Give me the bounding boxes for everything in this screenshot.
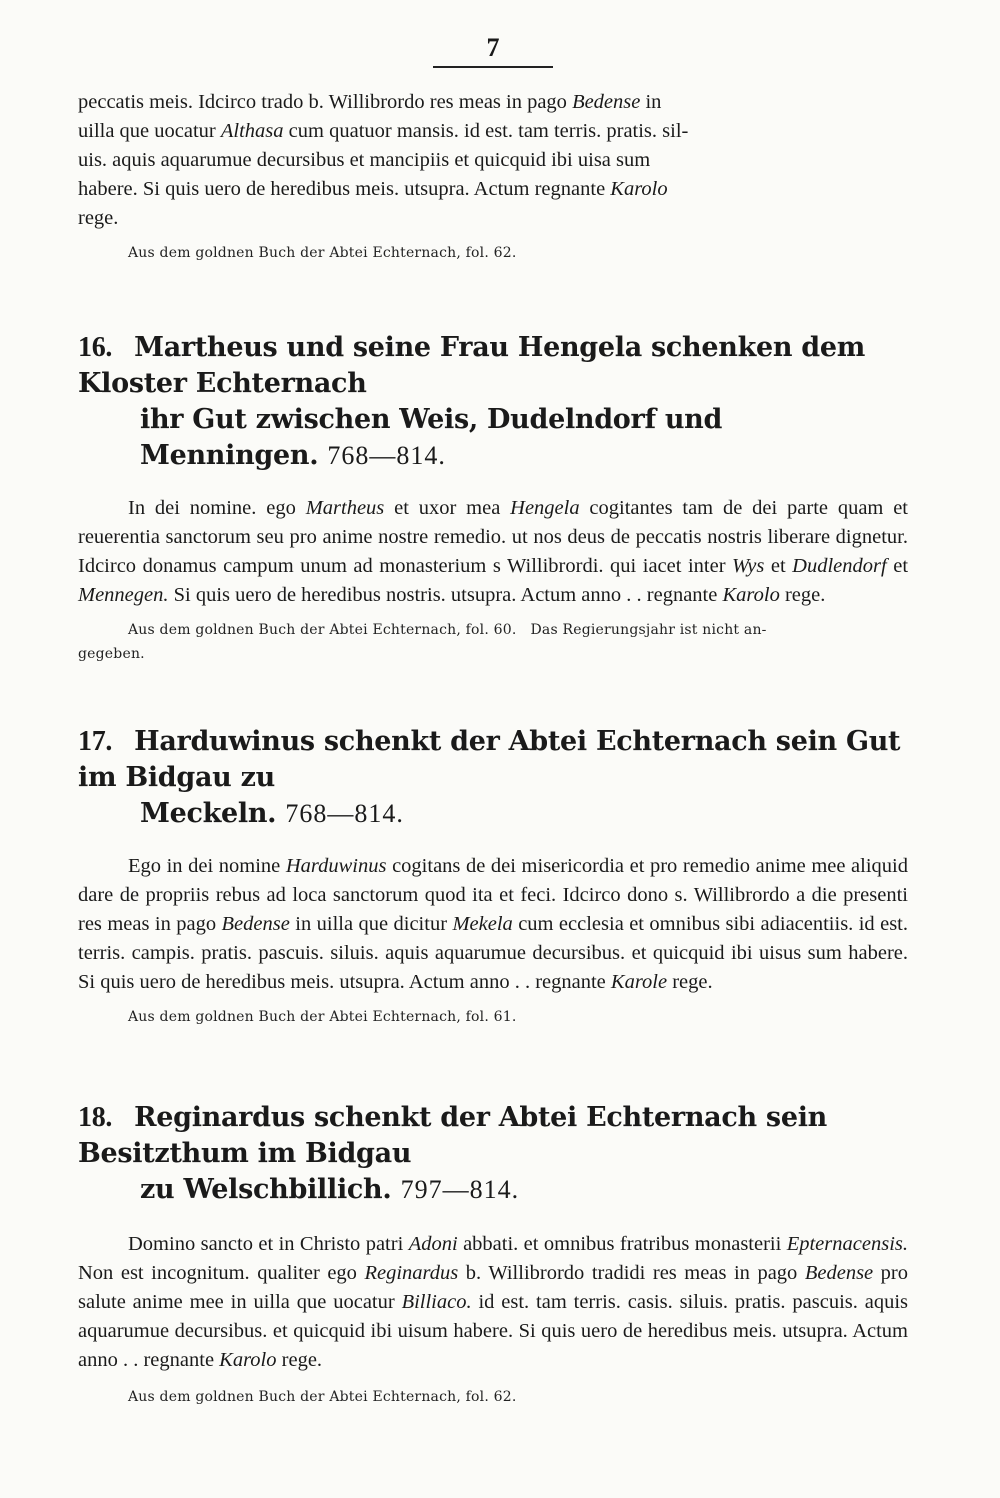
charter-18-text: Domino sancto et in Christo patri Adoni abbati. et omnibus fratribus monasterii Epternacensis. Non est incognitum. qualiter ego Reginardus b. Willibrordo tradidi res meas in pago Bedense pro salute anime mee in uilla que uocatur Billiaco. id est. tam terris. casis. siluis. pratis. pascuis. aquis aquarumue decursibus. et quicquid ibi uisum habere. Si quis uero de heredibus meis. utsupra. Actum anno . . regnante Karolo rege. [78, 1233, 909, 1371]
book-page [78, 30, 909, 1405]
charter-dates: 768—814. [285, 799, 404, 828]
charter-number: 16. [78, 332, 113, 363]
charter-16-source: Aus dem goldnen Buch der Abtei Echternach, fol. 60. Das Regierungsjahr ist nicht an- [128, 622, 767, 638]
charter-dates: 768—814. [327, 441, 446, 470]
page-number-rule [433, 66, 553, 68]
charter-number: 17. [78, 726, 113, 757]
intro-source: Aus dem goldnen Buch der Abtei Echternach, fol. 62. [128, 245, 517, 261]
charter-17-heading: 17. Harduwinus schenkt der Abtei Echternach sein Gut im Bidgau zu Meckeln. 768—814. [78, 726, 901, 829]
page-number: 7 [486, 33, 500, 62]
charter-16-source-cont: gegeben. [78, 646, 145, 662]
intro-text: peccatis meis. Idcirco trado b. Willibrordo res meas in pago Bedense in uilla que uocatur Althasa cum quatuor mansis. id est. tam terris. pratis. sil- uis. aquis aquarumue decursibus et mancipiis et quicquid ibi uisa sum habere. Si quis uero de heredibus meis. utsupra. Actum regnante Karolo rege. [78, 91, 689, 229]
charter-17-source: Aus dem goldnen Buch der Abtei Echternach, fol. 61. [128, 1009, 517, 1025]
charter-16 [78, 330, 908, 666]
charter-16-text: In dei nomine. ego Martheus et uxor mea Hengela cogitantes tam de dei parte quam et reuerentia sanctorum seu pro anime nostre remedio. ut nos deus de peccatis nostris liberare dignetur. Idcirco donamus campum unum ad monasterium s Willibrordi. qui iacet inter Wys et Dudlendorf et Mennegen. Si quis uero de heredibus nostris. utsupra. Actum anno . . regnante Karolo rege. [78, 497, 909, 606]
charter-dates: 797—814. [400, 1175, 520, 1204]
charter-18-heading: 18. Reginardus schenkt der Abtei Echternach sein Besitzthum im Bidgau zu Welschbillich. 797—814. [78, 1102, 827, 1205]
charter-17 [78, 724, 908, 1029]
intro-block [78, 88, 908, 265]
charter-16-heading: 16. Martheus und seine Frau Hengela schenken dem Kloster Echternach ihr Gut zwischen Weis, Dudelndorf und Menningen. 768—814. [78, 332, 866, 471]
charter-18-source: Aus dem goldnen Buch der Abtei Echternach, fol. 62. [128, 1389, 517, 1405]
charter-17-text: Ego in dei nomine Harduwinus cogitans de dei misericordia et pro remedio anime mee aliquid dare de propriis rebus ad loca sanctorum quod ita et feci. Idcirco dono s. Willibrordo a die presenti res meas in pago Bedense in uilla que dicitur Mekela cum ecclesia et omnibus sibi adiacentiis. id est. terris. campis. pratis. pascuis. siluis. aquis aquarumue decursibus. et quicquid ibi uisus sum habere. Si quis uero de heredibus meis. utsupra. Actum anno . . regnante Karole rege. [78, 855, 908, 993]
charter-number: 18. [78, 1102, 113, 1133]
charter-18 [78, 1100, 908, 1409]
